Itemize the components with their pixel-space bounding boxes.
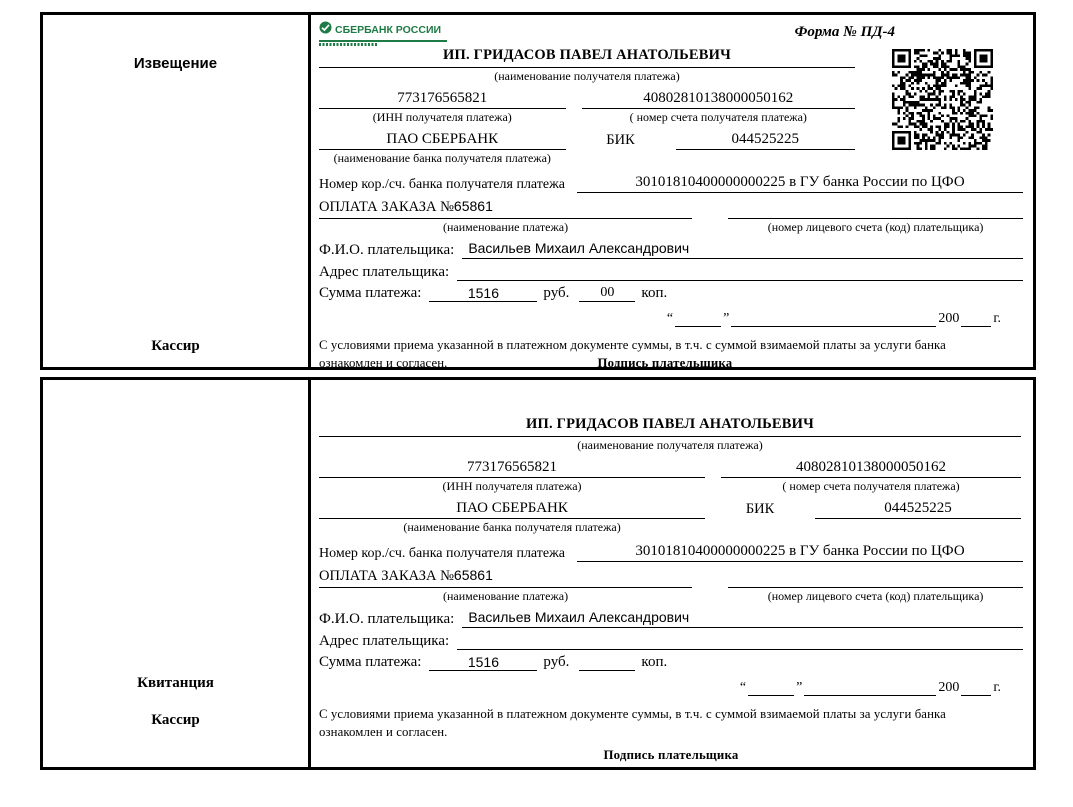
bank-name-caption: (наименование банка получателя платежа) bbox=[403, 520, 621, 534]
sberbank-logo-block bbox=[319, 21, 447, 42]
payer-name-field[interactable]: Васильев Михаил Александрович bbox=[462, 240, 1023, 259]
amount-kop-field[interactable]: 00 bbox=[579, 285, 635, 302]
amount-rub-field[interactable]: 1516 bbox=[429, 285, 537, 302]
bank-bik-row bbox=[319, 129, 855, 168]
quote-close: ” bbox=[796, 680, 803, 695]
kop-unit: коп. bbox=[641, 285, 668, 301]
quote-open: “ bbox=[666, 311, 674, 326]
receipt-side-column bbox=[43, 380, 311, 767]
bank-name-field: ПАО СБЕРБАНК bbox=[319, 129, 566, 150]
date-day-field[interactable] bbox=[675, 312, 721, 327]
inn-field: 773176565821 bbox=[319, 457, 705, 478]
corr-account-label: Номер кор./сч. банка получателя платежа bbox=[319, 177, 565, 192]
payment-name-row bbox=[319, 567, 1023, 588]
bik-field: 044525225 bbox=[815, 498, 1021, 519]
quote-close: ” bbox=[723, 311, 730, 326]
signature-label: Подпись плательщика bbox=[597, 355, 733, 370]
bank-name-caption: (наименование банка получателя платежа) bbox=[333, 151, 551, 165]
order-number: 65861 bbox=[453, 567, 493, 583]
year-suffix: г. bbox=[993, 680, 1001, 695]
payment-captions-row bbox=[319, 219, 1023, 235]
inn-column bbox=[319, 88, 566, 127]
amount-row bbox=[319, 285, 1023, 302]
terms-ack: ознакомлен и согласен. bbox=[319, 355, 448, 370]
payer-name-field[interactable]: Васильев Михаил Александрович bbox=[462, 609, 1023, 628]
inn-caption: (ИНН получателя платежа) bbox=[442, 479, 582, 493]
signature-label: Подпись плательщика bbox=[603, 747, 739, 762]
payer-name-row bbox=[319, 240, 1023, 259]
personal-account-caption: (номер лицевого счета (код) плательщика) bbox=[767, 220, 984, 234]
bank-name-column bbox=[319, 498, 705, 537]
bik-column bbox=[676, 129, 855, 168]
account-caption: ( номер счета получателя платежа) bbox=[629, 110, 807, 124]
terms-line1: С условиями приема указанной в платежном документе суммы, в т.ч. с суммой взимаемой платы за услуги банка bbox=[319, 707, 946, 721]
rub-unit: руб. bbox=[543, 654, 570, 670]
year-prefix: 200 bbox=[938, 680, 960, 695]
sberbank-logo bbox=[319, 21, 469, 46]
corr-account-field: 30101810400000000225 в ГУ банка России по ЦФО bbox=[577, 174, 1023, 193]
bik-field: 044525225 bbox=[676, 129, 855, 150]
payment-name-field[interactable] bbox=[319, 567, 692, 588]
payer-address-field[interactable] bbox=[457, 262, 1023, 281]
order-number: 65861 bbox=[453, 198, 493, 214]
corr-account-label: Номер кор./сч. банка получателя платежа bbox=[319, 546, 565, 561]
date-year-field[interactable] bbox=[961, 681, 991, 696]
terms-ack: ознакомлен и согласен. bbox=[319, 724, 448, 739]
payer-address-field[interactable] bbox=[457, 631, 1023, 650]
terms-line2 bbox=[319, 355, 1023, 373]
year-prefix: 200 bbox=[938, 311, 960, 326]
recipient-name: ИП. ГРИДАСОВ ПАВЕЛ АНАТОЛЬЕВИЧ bbox=[319, 416, 1021, 437]
notice-slip bbox=[40, 12, 1036, 370]
receipt-content bbox=[311, 380, 1033, 767]
receipt-label: Квитанция bbox=[137, 675, 214, 691]
sberbank-emblem-icon bbox=[319, 21, 332, 39]
sberbank-logo-text: СБЕРБАНК РОССИИ bbox=[335, 24, 442, 36]
corr-account-field: 30101810400000000225 в ГУ банка России по ЦФО bbox=[577, 543, 1023, 562]
payer-address-label: Адрес плательщика: bbox=[319, 633, 450, 649]
account-column bbox=[582, 88, 855, 127]
recipient-name-caption: (наименование получателя платежа) bbox=[577, 438, 763, 452]
form-number-label: Форма № ПД-4 bbox=[794, 24, 895, 40]
recipient-name: ИП. ГРИДАСОВ ПАВЕЛ АНАТОЛЬЕВИЧ bbox=[319, 47, 855, 68]
inn-column bbox=[319, 457, 705, 496]
bank-name-field: ПАО СБЕРБАНК bbox=[319, 498, 705, 519]
terms-block bbox=[319, 337, 1023, 373]
payment-name-caption: (наименование платежа) bbox=[442, 589, 569, 603]
payer-name-label: Ф.И.О. плательщика: bbox=[319, 242, 455, 258]
payment-name-row bbox=[319, 198, 1023, 219]
cashier-label: Кассир bbox=[151, 338, 200, 354]
bik-column bbox=[815, 498, 1021, 537]
notice-header bbox=[319, 21, 1023, 47]
corr-account-row bbox=[319, 543, 1023, 562]
qr-code bbox=[892, 49, 993, 150]
date-day-field[interactable] bbox=[748, 681, 794, 696]
bik-label: БИК bbox=[606, 132, 635, 148]
cashier-label: Кассир bbox=[151, 712, 200, 728]
payer-address-row bbox=[319, 262, 1023, 281]
notice-label: Извещение bbox=[133, 55, 218, 72]
bank-bik-row bbox=[319, 498, 1021, 537]
account-caption: ( номер счета получателя платежа) bbox=[782, 479, 960, 493]
date-row bbox=[319, 311, 1003, 327]
payer-name-label: Ф.И.О. плательщика: bbox=[319, 611, 455, 627]
receipt-slip bbox=[40, 377, 1036, 770]
bank-name-column bbox=[319, 129, 566, 168]
inn-caption: (ИНН получателя платежа) bbox=[372, 110, 512, 124]
year-suffix: г. bbox=[993, 311, 1001, 326]
recipient-name-caption: (наименование получателя платежа) bbox=[494, 69, 680, 83]
payer-name-row bbox=[319, 609, 1023, 628]
date-month-field[interactable] bbox=[804, 681, 936, 696]
inn-account-row bbox=[319, 457, 1021, 496]
payment-name-label: ОПЛАТА ЗАКАЗА № bbox=[319, 199, 454, 215]
notice-content bbox=[311, 15, 1033, 370]
bik-label: БИК bbox=[745, 501, 775, 517]
payment-name-field[interactable] bbox=[319, 198, 692, 219]
personal-account-field[interactable] bbox=[728, 569, 1023, 588]
terms-block bbox=[319, 706, 1023, 742]
notice-upper-fields bbox=[319, 47, 855, 168]
date-month-field[interactable] bbox=[731, 312, 936, 327]
account-field: 40802810138000050162 bbox=[721, 457, 1021, 478]
inn-field: 773176565821 bbox=[319, 88, 566, 109]
amount-label: Сумма платежа: bbox=[319, 654, 422, 670]
kop-unit: коп. bbox=[641, 654, 668, 670]
payment-name-label: ОПЛАТА ЗАКАЗА № bbox=[319, 568, 454, 584]
corr-account-row bbox=[319, 174, 1023, 193]
amount-rub-field[interactable]: 1516 bbox=[429, 654, 537, 671]
sberbank-logo-tagline bbox=[319, 43, 377, 46]
payer-address-row bbox=[319, 631, 1023, 650]
receipt-upper-fields bbox=[319, 416, 1021, 537]
payer-address-label: Адрес плательщика: bbox=[319, 264, 450, 280]
date-year-field[interactable] bbox=[961, 312, 991, 327]
account-field: 40802810138000050162 bbox=[582, 88, 855, 109]
date-row bbox=[319, 680, 1003, 696]
account-column bbox=[721, 457, 1021, 496]
terms-line1: С условиями приема указанной в платежном документе суммы, в т.ч. с суммой взимаемой платы за услуги банка bbox=[319, 338, 946, 352]
amount-kop-field[interactable] bbox=[579, 654, 635, 671]
personal-account-caption: (номер лицевого счета (код) плательщика) bbox=[767, 589, 984, 603]
notice-side-column bbox=[43, 15, 311, 367]
amount-label: Сумма платежа: bbox=[319, 285, 422, 301]
amount-row bbox=[319, 654, 1023, 671]
personal-account-field[interactable] bbox=[728, 200, 1023, 219]
inn-account-row bbox=[319, 88, 855, 127]
receipt-top-spacer bbox=[319, 386, 1023, 416]
payment-captions-row bbox=[319, 588, 1023, 604]
quote-open: “ bbox=[739, 680, 747, 695]
payment-name-caption: (наименование платежа) bbox=[442, 220, 569, 234]
rub-unit: руб. bbox=[543, 285, 570, 301]
